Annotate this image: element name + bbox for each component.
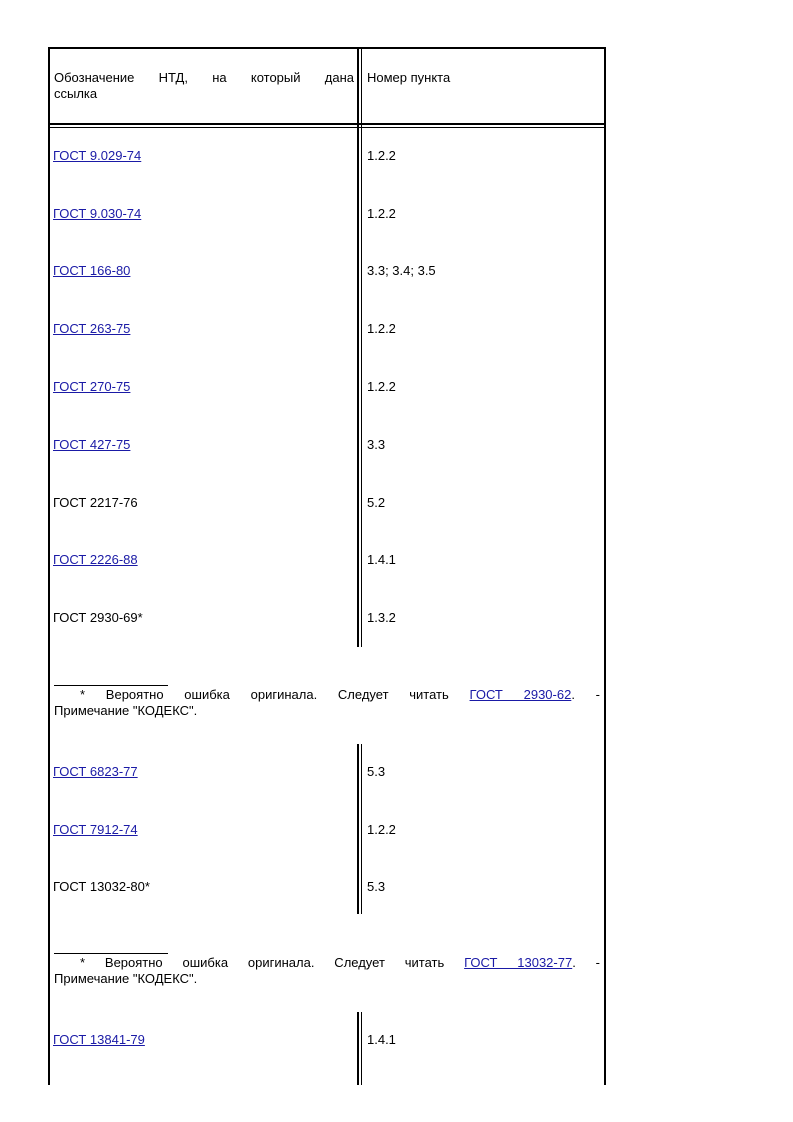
row-clause: 5.3 — [367, 764, 386, 779]
header-col-clause: Номер пункта — [367, 70, 451, 85]
header-col-designation — [54, 70, 354, 102]
row-doc-link[interactable]: ГОСТ 9.030-74 — [53, 206, 142, 221]
footnote-text: * Вероятно ошибка оригинала. Следует читать — [80, 687, 449, 702]
row-clause: 1.3.2 — [367, 610, 396, 625]
footnote-rule — [54, 953, 168, 954]
row-doc-link[interactable]: ГОСТ 427-75 — [53, 437, 131, 452]
row-doc-link[interactable]: ГОСТ 9.029-74 — [53, 148, 142, 163]
row-clause: 3.3 — [367, 437, 386, 452]
header-col-designation-line2: ссылка — [54, 86, 98, 101]
table-right-border — [604, 47, 606, 1085]
row-doc: ГОСТ 2217-76 — [53, 495, 138, 510]
column-divider — [357, 47, 359, 647]
footnote-suffix: . - — [572, 955, 600, 970]
row-doc-link[interactable]: ГОСТ 2226-88 — [53, 552, 138, 567]
footnote — [54, 955, 600, 987]
header-bottom-border-2 — [48, 127, 606, 128]
row-clause: 1.2.2 — [367, 206, 396, 221]
row-doc-link[interactable]: ГОСТ 13841-79 — [53, 1032, 145, 1047]
row-clause: 5.3 — [367, 879, 386, 894]
table-left-border — [48, 47, 50, 1085]
row-doc: ГОСТ 13032-80* — [53, 879, 150, 894]
row-clause: 1.2.2 — [367, 148, 396, 163]
row-clause: 1.4.1 — [367, 1032, 396, 1047]
column-divider-2 — [361, 47, 362, 647]
footnote-line1 — [54, 687, 600, 703]
column-divider — [357, 1012, 359, 1085]
footnote-suffix: . - — [571, 687, 601, 702]
row-clause: 1.2.2 — [367, 822, 396, 837]
footnote-line2: Примечание "КОДЕКС". — [54, 971, 198, 986]
column-divider-2 — [361, 1012, 362, 1085]
row-doc-link[interactable]: ГОСТ 270-75 — [53, 379, 131, 394]
row-clause: 1.2.2 — [367, 379, 396, 394]
row-doc-link[interactable]: ГОСТ 7912-74 — [53, 822, 138, 837]
row-clause: 1.2.2 — [367, 321, 396, 336]
footnote — [54, 687, 600, 719]
footnote-rule — [54, 685, 168, 686]
footnote-link[interactable]: ГОСТ 2930-62 — [469, 687, 572, 702]
row-doc-link[interactable]: ГОСТ 166-80 — [53, 263, 131, 278]
row-doc-link[interactable]: ГОСТ 6823-77 — [53, 764, 138, 779]
footnote-line2: Примечание "КОДЕКС". — [54, 703, 198, 718]
row-doc: ГОСТ 2930-69* — [53, 610, 143, 625]
row-clause: 1.4.1 — [367, 552, 396, 567]
row-clause: 5.2 — [367, 495, 386, 510]
header-col-designation-line1: Обозначение НТД, на который дана — [54, 70, 354, 85]
header-bottom-border — [48, 123, 606, 125]
row-doc-link[interactable]: ГОСТ 263-75 — [53, 321, 131, 336]
column-divider — [357, 744, 359, 914]
row-clause: 3.3; 3.4; 3.5 — [367, 263, 436, 278]
footnote-line1 — [54, 955, 600, 971]
footnote-text: * Вероятно ошибка оригинала. Следует читать — [80, 955, 445, 970]
column-divider-2 — [361, 744, 362, 914]
footnote-link[interactable]: ГОСТ 13032-77 — [464, 955, 573, 970]
table-top-border — [48, 47, 606, 49]
